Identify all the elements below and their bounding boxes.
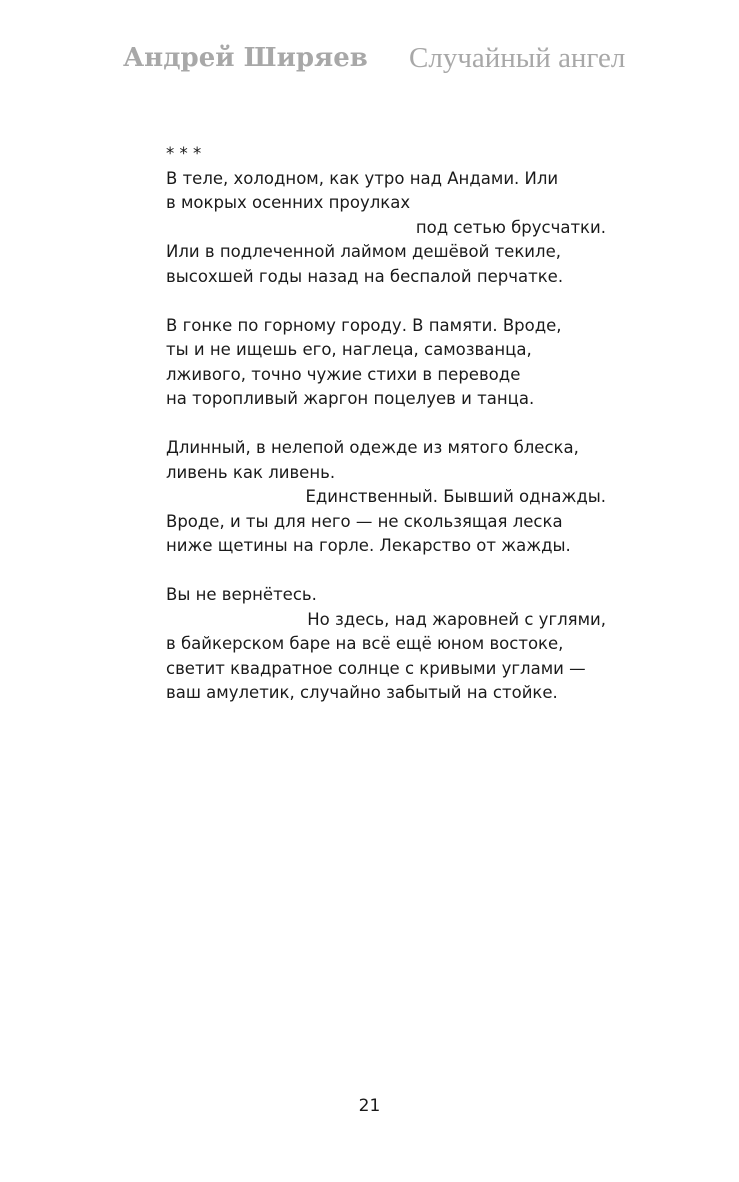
poem-line: лживого, точно чужие стихи в переводе <box>166 364 521 384</box>
poem-marker: * * * <box>166 144 202 163</box>
poem-line: на торопливый жаргон поцелуев и танца. <box>166 389 535 408</box>
page-number: 21 <box>358 1096 381 1116</box>
running-header <box>0 40 739 80</box>
poem-line: светит квадратное солнце с кривыми углами — <box>166 658 586 678</box>
poem-line-indented: Единственный. Бывший однажды. <box>305 487 606 506</box>
poem-line: ваш амулетик, случайно забытый на стойке. <box>166 683 558 702</box>
header-book-title: Случайный ангел <box>409 42 626 74</box>
poem-line: ниже щетины на горле. Лекарство от жажды. <box>166 536 571 555</box>
poem-line: ты и не ищешь его, наглеца, самозванца, <box>166 340 532 359</box>
stanza-1 <box>166 167 606 290</box>
poem-line: В теле, холодном, как утро над Андами. Или <box>166 168 559 188</box>
poem-line: ливень как ливень. <box>166 462 336 482</box>
poem <box>166 142 606 706</box>
poem-line-indented: Но здесь, над жаровней с углями, <box>307 609 606 629</box>
poem-line: высохшей годы назад на беспалой перчатке. <box>166 266 564 286</box>
poem-line: Вы не вернётесь. <box>166 585 317 604</box>
poem-line: Или в подлеченной лаймом дешёвой текиле, <box>166 242 561 261</box>
stanza-3 <box>166 436 606 559</box>
header-author: Андрей Ширяев <box>123 43 368 73</box>
stanza-break <box>166 289 606 314</box>
poem-line: В гонке по горному городу. В памяти. Вроде, <box>166 315 562 335</box>
poem-line: в байкерском баре на всё ещё юном востоке, <box>166 634 564 653</box>
stanza-2 <box>166 314 606 412</box>
poem-line: в мокрых осенних проулках <box>166 193 411 212</box>
stanza-break <box>166 412 606 437</box>
poem-line: Длинный, в нелепой одежде из мятого блеска, <box>166 438 579 457</box>
stanza-4 <box>166 583 606 706</box>
poem-line: Вроде, и ты для него — не скользящая леска <box>166 511 563 531</box>
stanza-break <box>166 559 606 584</box>
poem-line-indented: под сетью брусчатки. <box>415 217 606 237</box>
